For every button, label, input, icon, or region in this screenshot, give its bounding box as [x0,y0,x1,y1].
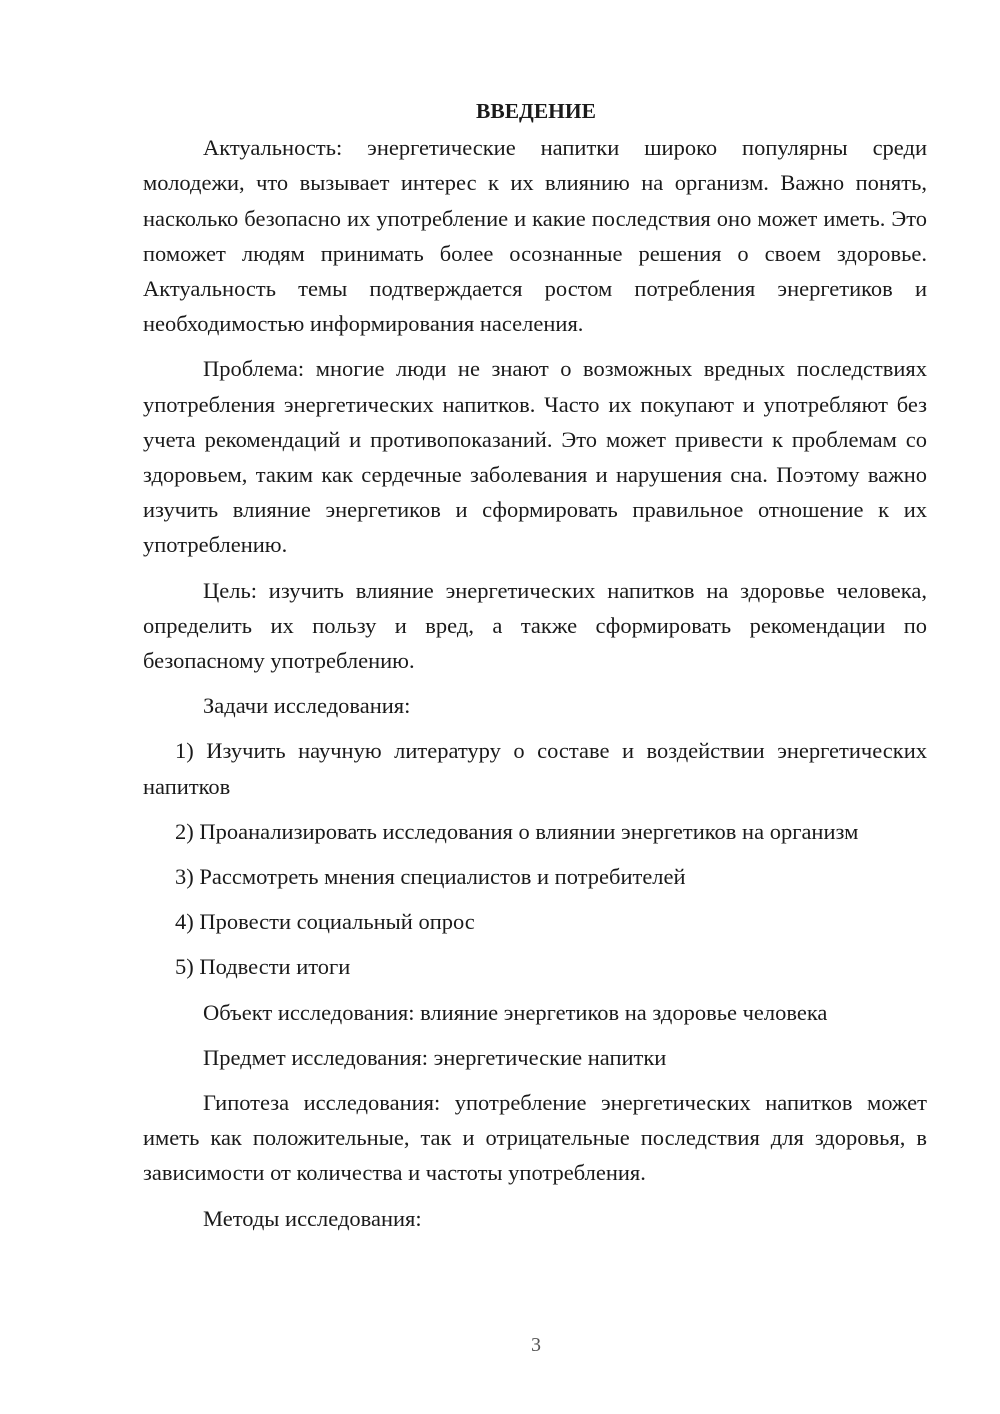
page-number: 3 [531,1334,541,1356]
tasks-heading: Задачи исследования: [203,693,411,719]
relevance-paragraph: Актуальность: энергетические напитки широко популярны среди молодежи, что вызывает интерес к их влиянию на организм. Важно понять, насколько безопасно их употребление и какие последствия оно может иметь. Это поможет людям принимать более осознанные решения о своем здоровье. Актуальность темы подтверждается ростом потребления энергетиков и необходимостью информирования населения. [143,135,927,337]
task-item-5: 5) Подвести итоги [175,954,351,980]
task-item-2: 2) Проанализировать исследования о влиянии энергетиков на организм [175,818,859,844]
goal-paragraph: Цель: изучить влияние энергетических напитков на здоровье человека, определить их пользу и вред, а также сформировать рекомендации по безопасному употреблению. [143,577,927,674]
research-subject: Предмет исследования: энергетические напитки [203,1044,667,1070]
research-object: Объект исследования: влияние энергетиков на здоровье человека [203,999,828,1025]
problem-paragraph: Проблема: многие люди не знают о возможных вредных последствиях употребления энергетических напитков. Часто их покупают и употребляют без учета рекомендаций и противопоказаний. Это может привести к проблемам со здоровьем, таким как сердечные заболевания и нарушения сна. Поэтому важно изучить влияние энергетиков и сформировать правильное отношение к их употреблению. [143,356,927,558]
task-item-1: 1) Изучить научную литературу о составе и воздействии энергетических напитков [143,738,927,799]
page-title: ВВЕДЕНИЕ [476,99,596,123]
task-item-4: 4) Провести социальный опрос [175,909,475,935]
page-content [143,94,927,1246]
task-item-3: 3) Рассмотреть мнения специалистов и потребителей [175,864,686,890]
research-hypothesis: Гипотеза исследования: употребление энергетических напитков может иметь как положительные, так и отрицательные последствия для здоровья, в зависимости от количества и частоты употребления. [143,1090,927,1186]
research-methods: Методы исследования: [203,1205,422,1231]
